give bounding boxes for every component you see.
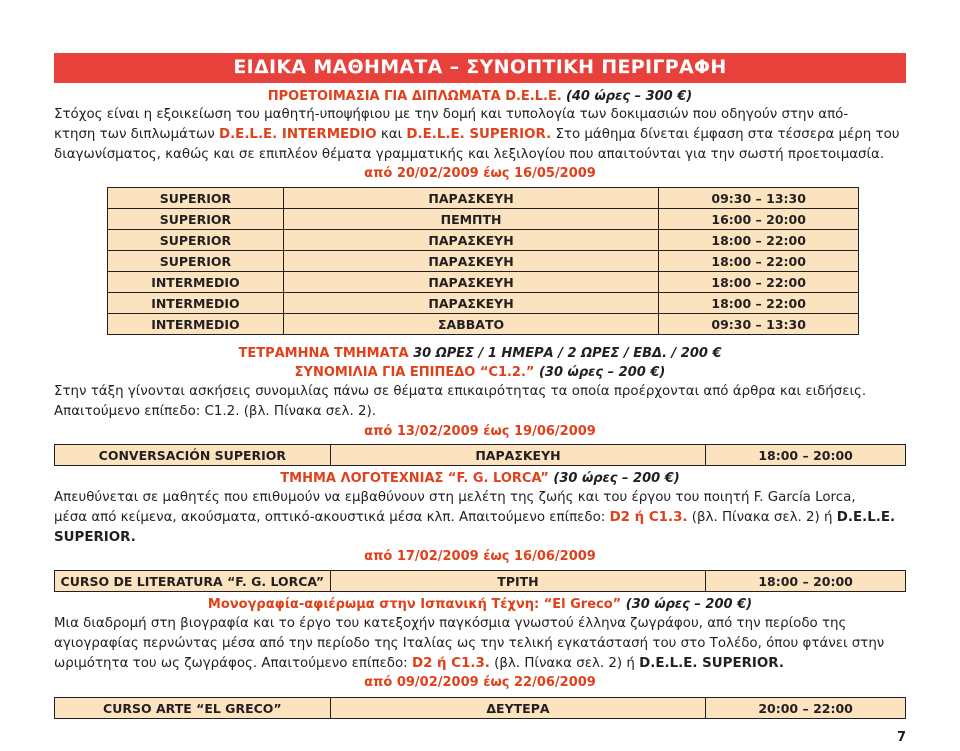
table-row <box>55 571 906 592</box>
time-cell: 18:00 – 22:00 <box>659 272 859 293</box>
dele-superior: D.E.L.E. SUPERIOR. <box>406 127 552 142</box>
section-conversation-header <box>54 365 906 380</box>
section-conversation-description <box>54 382 909 422</box>
desc-line: διαγωνίσματος, καθώς και σε επιπλέον θέματα γραμματικής και λεξιλογίου που απαιτούνται για την σωστή προετοιμασία. <box>54 147 885 162</box>
desc-line: SUPERIOR. <box>54 530 136 545</box>
course-cell: CURSO DE LITERATURA “F. G. LORCA” <box>55 571 331 592</box>
time-cell: 16:00 – 20:00 <box>659 209 859 230</box>
desc-line: Απαιτούμενο επίπεδο: C1.2. (βλ. Πίνακα σελ. 2). <box>54 404 376 419</box>
section-conversation-title: ΣΥΝΟΜΙΛΙΑ ΓΙΑ ΕΠΙΠΕΔΟ “C1.2.” <box>294 365 535 380</box>
section-dele-description <box>54 105 909 165</box>
course-cell: CONVERSACIÓN SUPERIOR <box>55 445 331 466</box>
level-d2-c13: D2 ή C1.3. <box>609 510 688 525</box>
table-row <box>108 272 859 293</box>
conversation-schedule-table <box>54 444 906 466</box>
time-cell: 18:00 – 20:00 <box>706 571 906 592</box>
desc-line: Απευθύνεται σε μαθητές που επιθυμούν να εμβαθύνουν στη μελέτη της ζωής και του έργου του ποιητή F. García Lorca, <box>54 490 856 505</box>
day-cell: ΣΑΒΒΑΤΟ <box>283 314 658 335</box>
desc-line <box>54 508 909 528</box>
table-row <box>108 230 859 251</box>
day-cell: ΠΑΡΑΣΚΕΥΗ <box>330 445 706 466</box>
text: Στο μάθημα δίνεται έμφαση στα τέσσερα μέρη του <box>551 127 900 142</box>
text: (βλ. Πίνακα σελ. 2) ή <box>489 656 640 671</box>
desc-line: Στην τάξη γίνονται ασκήσεις συνομιλίας πάνω σε θέματα επικαιρότητας τα οποία προέρχονται από άρθρα και ειδήσεις. <box>54 384 867 399</box>
desc-line: Στόχος είναι η εξοικείωση του μαθητή-υποψήφιου με την δομή και τυπολογία των δοκιμασιών που οδηγούν στην από- <box>54 107 849 122</box>
day-cell: ΠΑΡΑΣΚΕΥΗ <box>283 230 658 251</box>
time-cell: 18:00 – 22:00 <box>659 251 859 272</box>
level-d2-c13: D2 ή C1.3. <box>411 656 490 671</box>
text: και <box>376 127 407 142</box>
text: κτηση των διπλωμάτων <box>54 127 219 142</box>
level-cell: SUPERIOR <box>108 251 284 272</box>
level-cell: INTERMEDIO <box>108 314 284 335</box>
course-cell: CURSO ARTE “EL GRECO” <box>55 698 331 719</box>
dele-label: D.E.L.E. <box>836 510 896 525</box>
table-row <box>108 209 859 230</box>
table-row <box>108 293 859 314</box>
day-cell: ΠΑΡΑΣΚΕΥΗ <box>283 272 658 293</box>
desc-line: αγιογραφίας περνώντας μέσα από την περίοδο της Ιταλίας ως την τελική εγκατάστασή του στο Τολέδο, όπου φτάνει στην <box>54 636 885 651</box>
section-dele-hours: (40 ώρες – 300 €) <box>565 89 693 104</box>
dele-intermedio: D.E.L.E. INTERMEDIO <box>218 127 377 142</box>
level-cell: INTERMEDIO <box>108 272 284 293</box>
page-number: 7 <box>896 730 906 745</box>
level-cell: INTERMEDIO <box>108 293 284 314</box>
time-cell: 09:30 – 13:30 <box>659 314 859 335</box>
section-greco-header <box>54 597 906 612</box>
text: ωριμότητα του ως ζωγράφος. Απαιτούμενο επίπεδο: <box>54 656 412 671</box>
page-title: ΕΙΔΙΚΑ ΜΑΘΗΜΑΤΑ – ΣΥΝΟΠΤΙΚΗ ΠΕΡΙΓΡΑΦΗ <box>233 56 727 78</box>
section-lorca-title: ΤΜΗΜΑ ΛΟΓΟΤΕΧΝΙΑΣ “F. G. LORCA” <box>280 471 549 486</box>
section-dele-header <box>54 89 906 104</box>
section-conversation-dates: από 13/02/2009 έως 19/06/2009 <box>364 424 596 439</box>
text: (βλ. Πίνακα σελ. 2) ή <box>687 510 837 525</box>
title-banner <box>54 53 906 83</box>
section-lorca-header <box>54 471 906 486</box>
time-cell: 18:00 – 20:00 <box>706 445 906 466</box>
time-cell: 20:00 – 22:00 <box>706 698 906 719</box>
table-row <box>108 188 859 209</box>
section-lorca-hours: (30 ώρες – 200 €) <box>548 471 680 486</box>
section-greco-hours: (30 ώρες – 200 €) <box>621 597 753 612</box>
desc-line <box>54 125 909 145</box>
note-label: ΤΕΤΡΑΜΗΝΑ ΤΜΗΜΑΤΑ <box>238 346 414 361</box>
section-greco-title: Μονογραφία-αφιέρωμα στην Ισπανική Τέχνη: “El Greco” <box>207 597 622 612</box>
day-cell: ΠΕΜΠΤΗ <box>283 209 658 230</box>
table-row <box>108 251 859 272</box>
level-cell: SUPERIOR <box>108 188 284 209</box>
section-dele-dates: από 20/02/2009 έως 16/05/2009 <box>364 166 596 181</box>
time-cell: 09:30 – 13:30 <box>659 188 859 209</box>
section-greco-description <box>54 614 909 674</box>
section-dele-title: ΠΡΟΕΤΟΙΜΑΣΙΑ ΓΙΑ ΔΙΠΛΩΜΑΤΑ D.E.L.E. <box>267 89 562 104</box>
section-lorca-description <box>54 488 909 548</box>
dele-superior-label: D.E.L.E. SUPERIOR. <box>639 656 784 671</box>
dele-schedule-table <box>107 187 859 335</box>
desc-line: Μια διαδρομή στη βιογραφία και το έργο του κατεξοχήν παγκόσμια γνωστού έλληνα ζωγράφου, από την περίοδο της <box>54 616 847 631</box>
time-cell: 18:00 – 22:00 <box>659 230 859 251</box>
table-row <box>108 314 859 335</box>
greco-schedule-table <box>54 697 906 719</box>
section-greco-dates: από 09/02/2009 έως 22/06/2009 <box>364 675 596 690</box>
section-conversation-hours: (30 ώρες – 200 €) <box>534 365 666 380</box>
day-cell: ΤΡΙΤΗ <box>330 571 706 592</box>
time-cell: 18:00 – 22:00 <box>659 293 859 314</box>
table-row <box>55 698 906 719</box>
desc-line <box>54 654 909 674</box>
level-cell: SUPERIOR <box>108 230 284 251</box>
day-cell: ΠΑΡΑΣΚΕΥΗ <box>283 293 658 314</box>
day-cell: ΠΑΡΑΣΚΕΥΗ <box>283 188 658 209</box>
section-dele-note <box>54 346 906 361</box>
section-lorca-dates: από 17/02/2009 έως 16/06/2009 <box>364 549 596 564</box>
level-cell: SUPERIOR <box>108 209 284 230</box>
lorca-schedule-table <box>54 570 906 592</box>
table-row <box>55 445 906 466</box>
note-details: 30 ΩΡΕΣ / 1 ΗΜΕΡΑ / 2 ΩΡΕΣ / ΕΒΔ. / 200 € <box>413 346 722 361</box>
day-cell: ΔΕΥΤΕΡΑ <box>330 698 706 719</box>
day-cell: ΠΑΡΑΣΚΕΥΗ <box>283 251 658 272</box>
text: μέσα από κείμενα, ακούσματα, οπτικό-ακουστικά μέσα κλπ. Απαιτούμενο επίπεδο: <box>54 510 610 525</box>
